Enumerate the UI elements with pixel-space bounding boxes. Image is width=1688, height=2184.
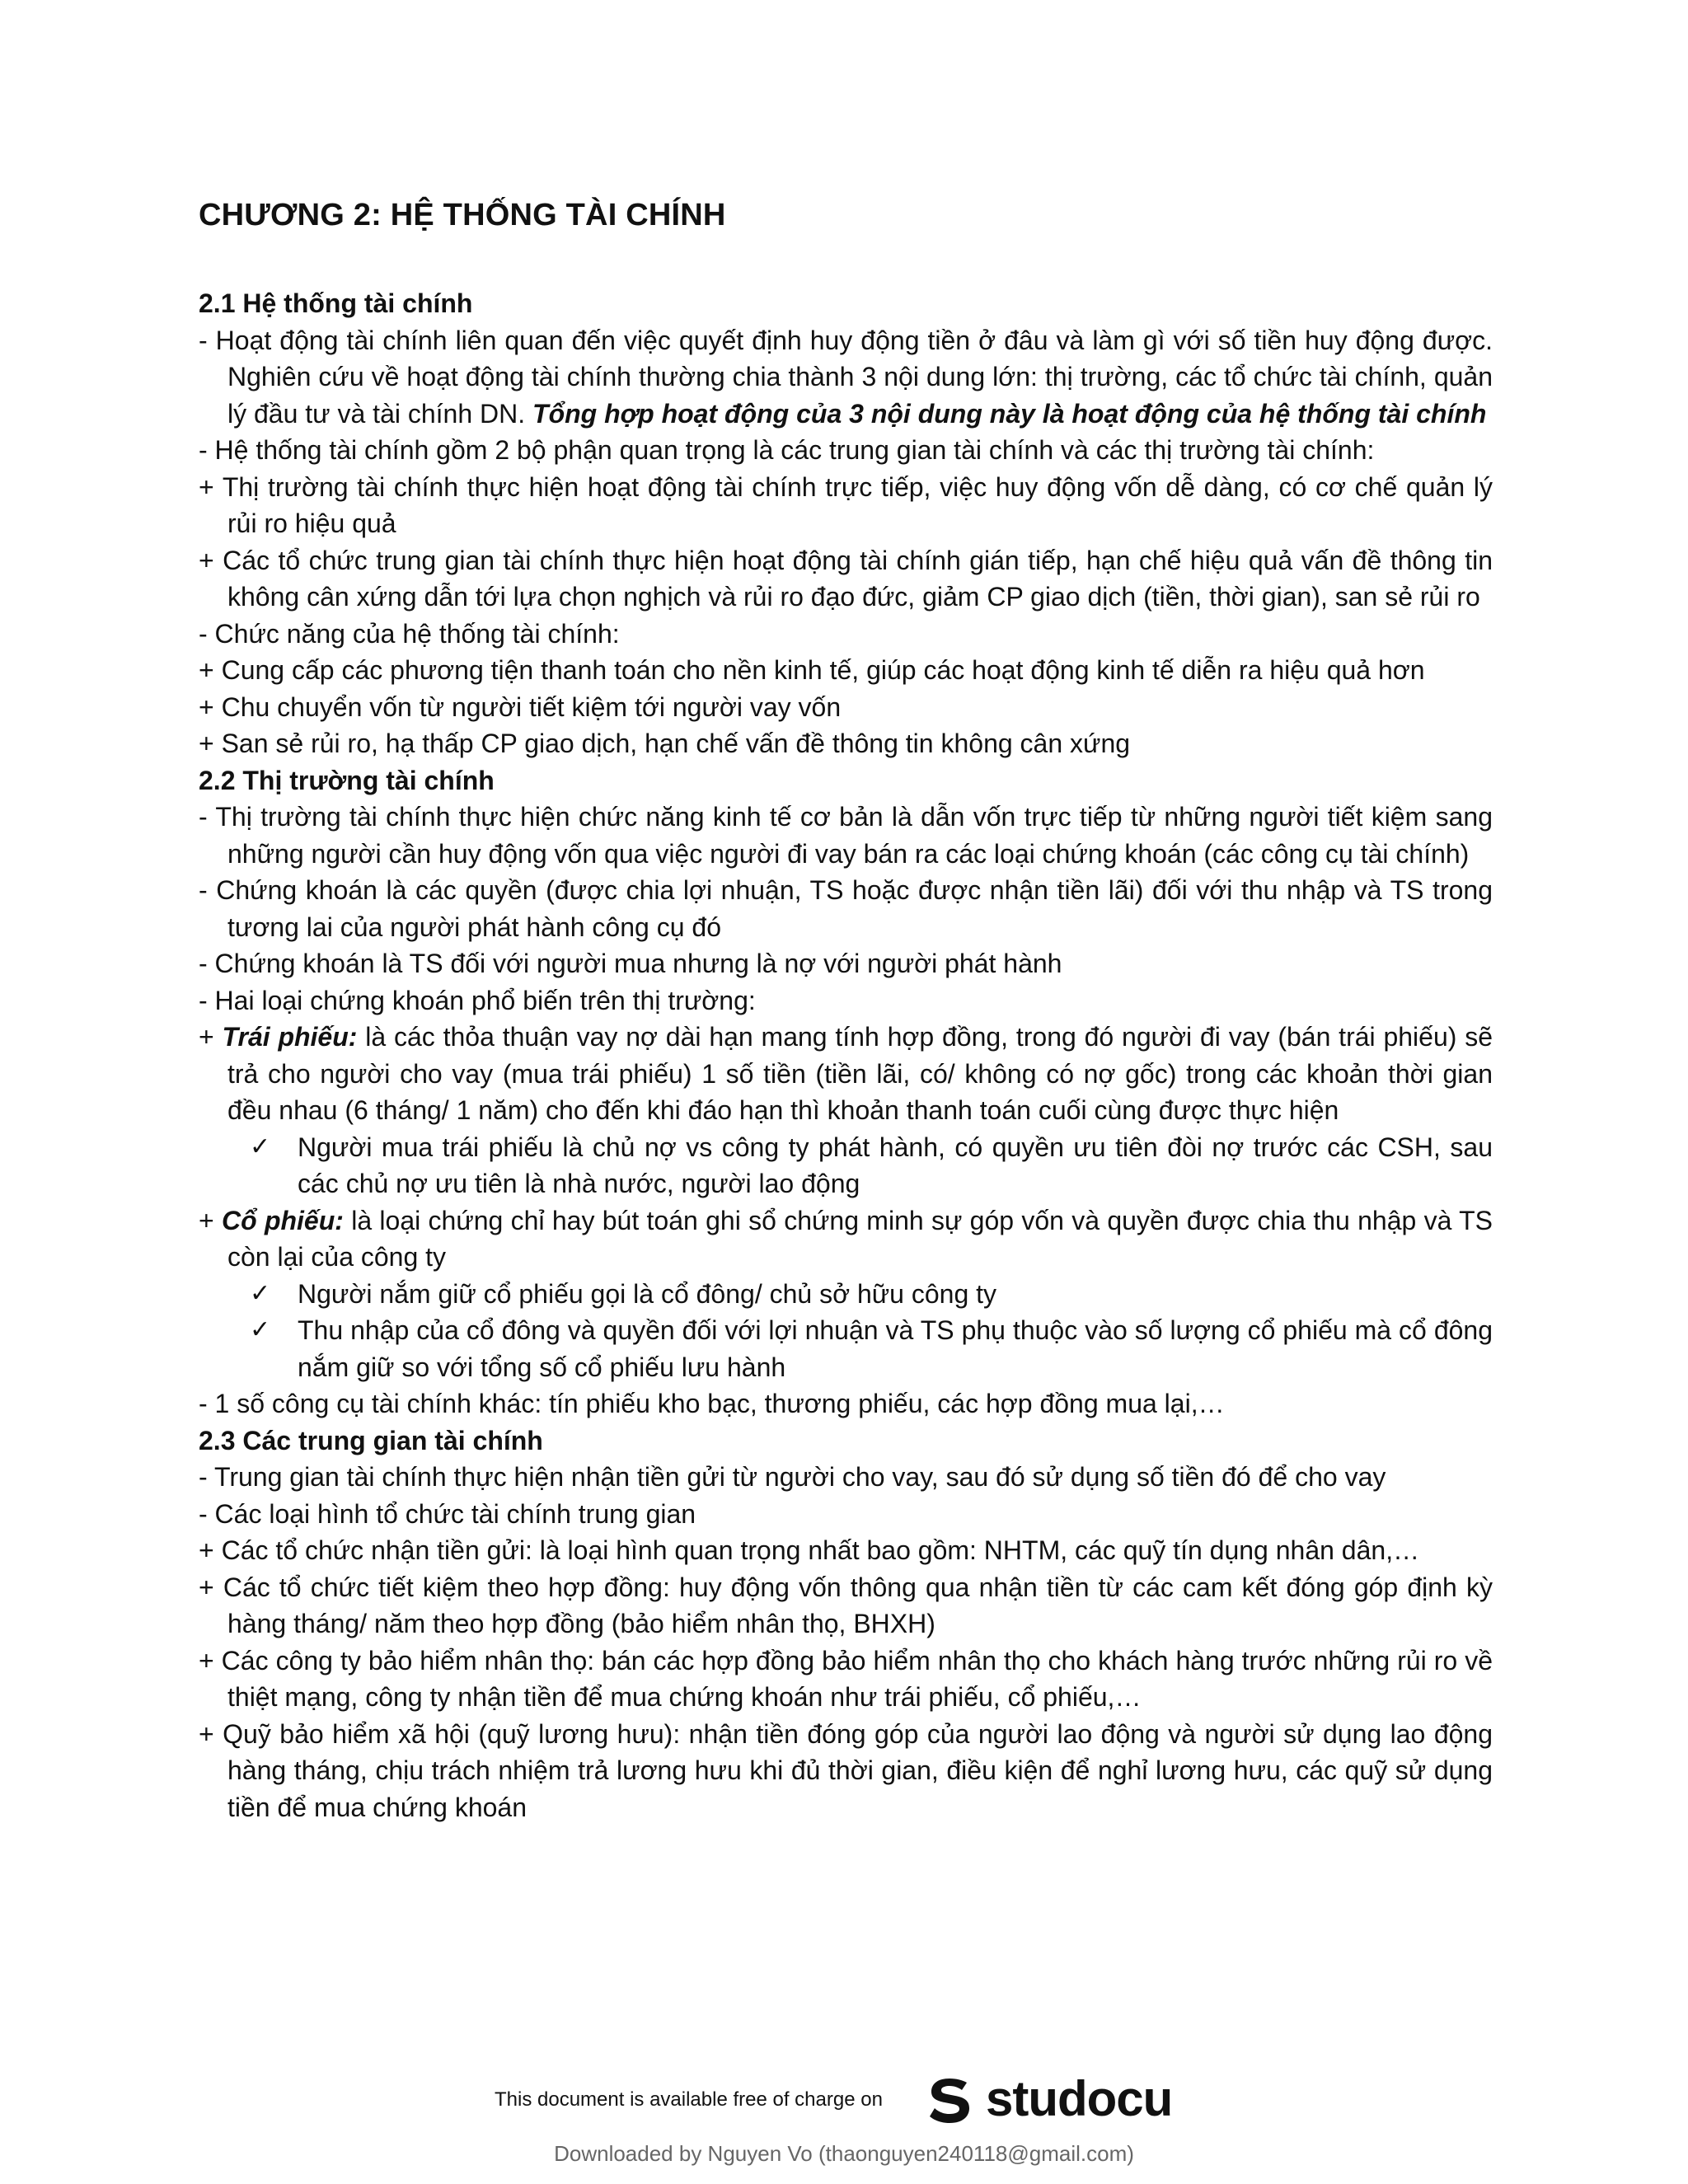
- paragraph: + Các công ty bảo hiểm nhân thọ: bán các hợp đồng bảo hiểm nhân thọ cho khách hàng trước những rủi ro về thiệt mạng, công ty nhận tiền để mua chứng khoán như trái phiếu, cổ phiếu,…: [199, 1645, 1493, 1712]
- paragraph: + Chu chuyển vốn từ người tiết kiệm tới người vay vốn: [199, 691, 842, 722]
- paragraph: - Các loại hình tổ chức tài chính trung gian: [199, 1498, 696, 1529]
- term-bond: Trái phiếu:: [222, 1022, 358, 1052]
- paragraph: - Hai loại chứng khoán phổ biến trên thị trường:: [199, 985, 756, 1015]
- document-body: [199, 285, 1493, 1825]
- paragraph: + Các tổ chức trung gian tài chính thực hiện hoạt động tài chính gián tiếp, hạn chế hiệu quả vấn đề thông tin không cân xứng dẫn tới lựa chọn nghịch và rủi ro đạo đức, giảm CP giao dịch (tiền, thời gian), san sẻ rủi ro: [199, 545, 1493, 612]
- check-icon: ✓: [250, 1132, 271, 1161]
- paragraph: - Chức năng của hệ thống tài chính:: [199, 618, 620, 649]
- section-heading-2-2: 2.2 Thị trường tài chính: [199, 765, 495, 795]
- paragraph: - Trung gian tài chính thực hiện nhận tiền gửi từ người cho vay, sau đó sử dụng số tiền đó để cho vay: [199, 1462, 1386, 1492]
- footer-note: This document is available free of charge on: [495, 2088, 883, 2111]
- check-item: [199, 1276, 1493, 1313]
- term-stock: Cổ phiếu:: [221, 1205, 344, 1235]
- paragraph: - Chứng khoán là TS đối với người mua nhưng là nợ với người phát hành: [199, 949, 1062, 978]
- bullet-prefix: +: [199, 1205, 222, 1235]
- paragraph: - Chứng khoán là các quyền (được chia lợi nhuận, TS hoặc được nhận tiền lãi) đối với thu nhập và TS trong tương lai của người phát hành công cụ đó: [199, 875, 1493, 942]
- paragraph: + Cung cấp các phương tiện thanh toán cho nền kinh tế, giúp các hoạt động kinh tế diễn ra hiệu quả hơn: [199, 655, 1425, 685]
- check-icon: ✓: [250, 1278, 271, 1308]
- paragraph: [199, 322, 1493, 433]
- paragraph-stock: [199, 1202, 1493, 1276]
- footer-banner: [495, 2071, 1236, 2126]
- paragraph: - Hệ thống tài chính gồm 2 bộ phận quan trọng là các trung gian tài chính và các thị trường tài chính:: [199, 435, 1375, 465]
- download-notice: Downloaded by Nguyen Vo (thaonguyen240118@gmail.com): [554, 2141, 1134, 2166]
- paragraph: - 1 số công cụ tài chính khác: tín phiếu kho bạc, thương phiếu, các hợp đồng mua lại,…: [199, 1389, 1225, 1418]
- check-item: [199, 1312, 1493, 1385]
- section-heading-2-1: 2.1 Hệ thống tài chính: [199, 288, 473, 318]
- check-item-text: Thu nhập của cổ đông và quyền đối với lợi nhuận và TS phụ thuộc vào số lượng cổ phiếu mà cổ đông nắm giữ so với tổng số cổ phiếu lưu hành: [298, 1315, 1493, 1382]
- check-item: [199, 1129, 1493, 1202]
- paragraph: + Quỹ bảo hiểm xã hội (quỹ lương hưu): nhận tiền đóng góp của người lao động và người sử dụng lao động hàng tháng, chịu trách nhiệm trả lương hưu khi đủ thời gian, điều kiện để nghỉ lương hưu, các quỹ sử dụng tiền để mua chứng khoán: [199, 1718, 1493, 1822]
- check-icon: ✓: [250, 1315, 271, 1344]
- bullet-prefix: +: [199, 1022, 223, 1052]
- studocu-brand[interactable]: studocu: [986, 2071, 1173, 2126]
- paragraph: - Thị trường tài chính thực hiện chức năng kinh tế cơ bản là dẫn vốn trực tiếp từ những người tiết kiệm sang những người cần huy động vốn qua việc người đi vay bán ra các loại chứng khoán (các công cụ tài chính): [199, 802, 1493, 869]
- paragraph: + Các tổ chức nhận tiền gửi: là loại hình quan trọng nhất bao gồm: NHTM, các quỹ tín dụng nhân dân,…: [199, 1535, 1420, 1565]
- paragraph-emphasis: Tổng hợp hoạt động của 3 nội dung này là hoạt động của hệ thống tài chính: [532, 398, 1487, 429]
- paragraph-text: - Hoạt động tài chính liên quan đến việc quyết định huy động tiền ở đâu và làm gì với số tiền huy động được. Nghiên cứu về hoạt động tài chính thường chia thành 3 nội dung lớn: thị trường, các tổ chức tài chính, quản lý đầu tư và tài chính DN.: [199, 325, 1493, 429]
- check-item-text: Người nắm giữ cổ phiếu gọi là cổ đông/ chủ sở hữu công ty: [298, 1278, 997, 1309]
- paragraph-bond: [199, 1019, 1493, 1129]
- paragraph: + San sẻ rủi ro, hạ thấp CP giao dịch, hạn chế vấn đề thông tin không cân xứng: [199, 729, 1131, 758]
- check-item-text: Người mua trái phiếu là chủ nợ vs công ty phát hành, có quyền ưu tiên đòi nợ trước các CSH, sau các chủ nợ ưu tiên là nhà nước, người lao động: [298, 1132, 1493, 1198]
- section-heading-2-3: 2.3 Các trung gian tài chính: [199, 1425, 543, 1455]
- paragraph: + Các tổ chức tiết kiệm theo hợp đồng: huy động vốn thông qua nhận tiền từ các cam kết đóng góp định kỳ hàng tháng/ năm theo hợp đồng (bảo hiểm nhân thọ, BHXH): [199, 1572, 1493, 1638]
- paragraph: + Thị trường tài chính thực hiện hoạt động tài chính trực tiếp, việc huy động vốn dễ dàng, có cơ chế quản lý rủi ro hiệu quả: [199, 471, 1493, 538]
- paragraph-text: là loại chứng chỉ hay bút toán ghi sổ chứng minh sự góp vốn và quyền được chia thu nhập và TS còn lại của công ty: [227, 1205, 1493, 1272]
- paragraph-text: là các thỏa thuận vay nợ dài hạn mang tính hợp đồng, trong đó người đi vay (bán trái phiếu) sẽ trả cho người cho vay (mua trái phiếu) 1 số tiền (tiền lãi, có/ không có nợ gốc) trong các khoản thời gian đều nhau (6 tháng/ 1 năm) cho đến khi đáo hạn thì khoản thanh toán cuối cùng được thực hiện: [227, 1022, 1493, 1125]
- chapter-title: CHƯƠNG 2: HỆ THỐNG TÀI CHÍNH: [199, 198, 726, 232]
- studocu-logo-icon: [925, 2075, 974, 2125]
